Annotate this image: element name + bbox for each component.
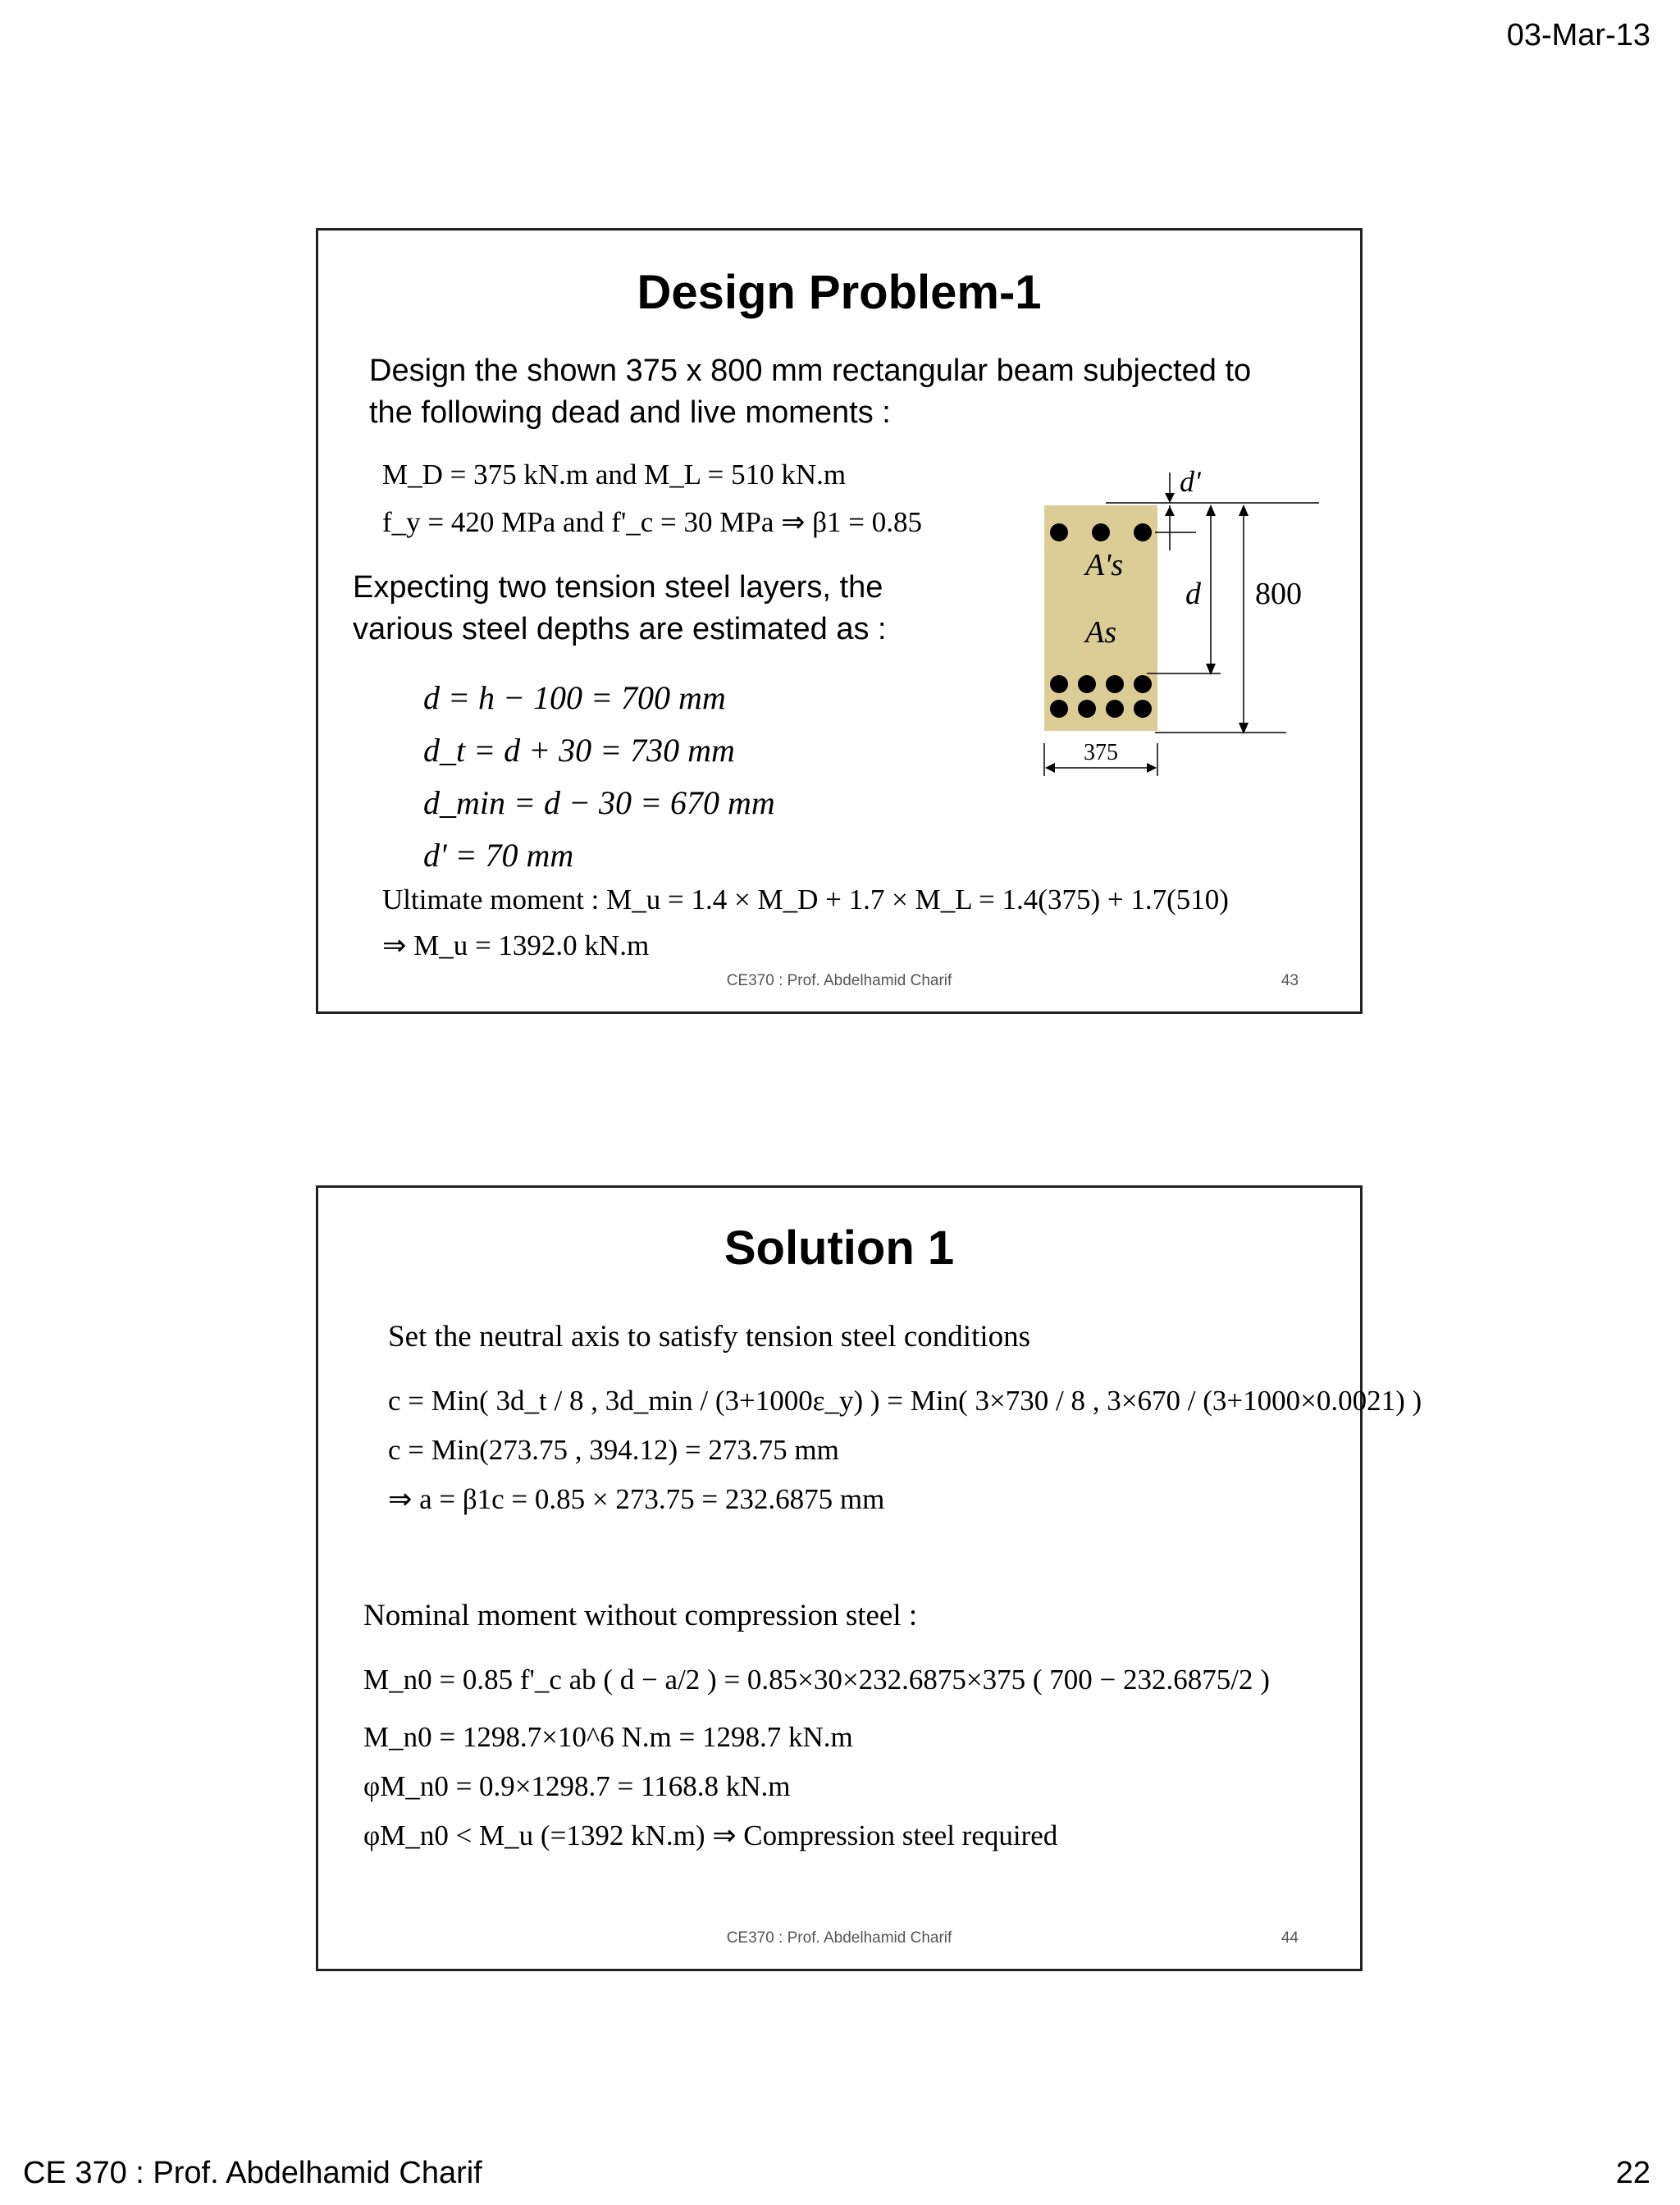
rebar-dot — [1050, 675, 1068, 693]
slide-number: 43 — [1281, 972, 1299, 989]
page-date: 03-Mar-13 — [1506, 18, 1650, 52]
equation-text: f_y = 420 MPa and f'_c = 30 MPa ⇒ β1 = 0.85 — [382, 506, 923, 538]
top-bars — [1050, 523, 1152, 541]
rebar-dot — [1078, 700, 1096, 718]
page-number: 22 — [1615, 2156, 1650, 2190]
rebar-dot — [1106, 700, 1124, 718]
beam-section-figure — [1024, 468, 1319, 797]
slide-footer: CE370 : Prof. Abdelhamid Charif — [726, 972, 952, 989]
equation-dprime: d' = 70 mm — [423, 837, 574, 874]
arrowhead — [1147, 763, 1157, 773]
expect-line-2: various steel depths are estimated as : — [353, 612, 887, 646]
equation-dmin: d_min = d − 30 = 670 mm — [423, 784, 775, 821]
equation-dt: d_t = d + 30 = 730 mm — [423, 732, 735, 769]
equation-moments — [382, 459, 1006, 498]
slide-title: Design Problem-1 — [637, 266, 1042, 319]
label-width: 375 — [1084, 740, 1118, 765]
intro-line-2: the following dead and live moments : — [369, 395, 891, 430]
expect-line-1: Expecting two tension steel layers, the — [353, 570, 883, 605]
neutral-axis-statement: Set the neutral axis to satisfy tension steel conditions — [388, 1320, 1031, 1354]
equation-comparison: φM_n0 < M_u (=1392 kN.m) ⇒ Compression steel required — [363, 1819, 1058, 1851]
rebar-dot — [1134, 675, 1152, 693]
arrowhead — [1165, 506, 1175, 516]
rebar-dot — [1050, 523, 1068, 541]
equation-phi-mn0: φM_n0 = 0.9×1298.7 = 1168.8 kN.m — [363, 1770, 791, 1802]
slide-design-problem — [316, 228, 1363, 1014]
equation-c-min-expression: c = Min( 3d_t / 8 , 3d_min / (3+1000ε_y) ) = Min( 3×730 / 8 , 3×670 / (3+1000×0.0021) ) — [388, 1385, 1422, 1417]
equation-mn0-value: M_n0 = 1298.7×10^6 N.m = 1298.7 kN.m — [363, 1721, 853, 1753]
label-height: 800 — [1255, 577, 1302, 611]
nominal-moment-statement: Nominal moment without compression steel : — [363, 1599, 918, 1632]
equation-a: ⇒ a = β1c = 0.85 × 273.75 = 232.6875 mm — [388, 1483, 885, 1515]
arrowhead — [1239, 504, 1249, 516]
label-as-prime: A's — [1085, 548, 1124, 582]
slide-number: 44 — [1281, 1929, 1299, 1947]
equation-c-result: c = Min(273.75 , 394.12) = 273.75 mm — [388, 1434, 839, 1466]
slide-footer: CE370 : Prof. Abdelhamid Charif — [726, 1929, 952, 1947]
equation-mn0-expression: M_n0 = 0.85 f'_c ab ( d − a/2 ) = 0.85×30×232.6875×375 ( 700 − 232.6875/2 ) — [363, 1664, 1270, 1696]
label-as: As — [1085, 615, 1116, 650]
arrowhead — [1206, 504, 1216, 516]
page-footer-author: CE 370 : Prof. Abdelhamid Charif — [23, 2156, 482, 2190]
label-d: d — [1185, 577, 1201, 611]
equation-mu: ⇒ M_u = 1392.0 kN.m — [382, 929, 650, 961]
slide-solution — [316, 1185, 1422, 1971]
equation-materials — [382, 506, 1006, 546]
rebar-dot — [1050, 700, 1068, 718]
arrowhead — [1165, 493, 1175, 503]
label-dprime: d' — [1180, 468, 1201, 498]
rebar-dot — [1106, 675, 1124, 693]
rebar-dot — [1134, 700, 1152, 718]
arrowhead — [1045, 763, 1055, 773]
intro-line-1: Design the shown 375 x 800 mm rectangular beam subjected to — [369, 354, 1252, 388]
equation-text: M_D = 375 kN.m and M_L = 510 kN.m — [382, 459, 847, 491]
equation-ultimate-moment: Ultimate moment : M_u = 1.4 × M_D + 1.7 × M_L = 1.4(375) + 1.7(510) — [382, 883, 1229, 915]
rebar-dot — [1078, 675, 1096, 693]
equation-d: d = h − 100 = 700 mm — [423, 679, 726, 716]
slide-title: Solution 1 — [724, 1221, 955, 1275]
rebar-dot — [1134, 523, 1152, 541]
rebar-dot — [1092, 523, 1110, 541]
